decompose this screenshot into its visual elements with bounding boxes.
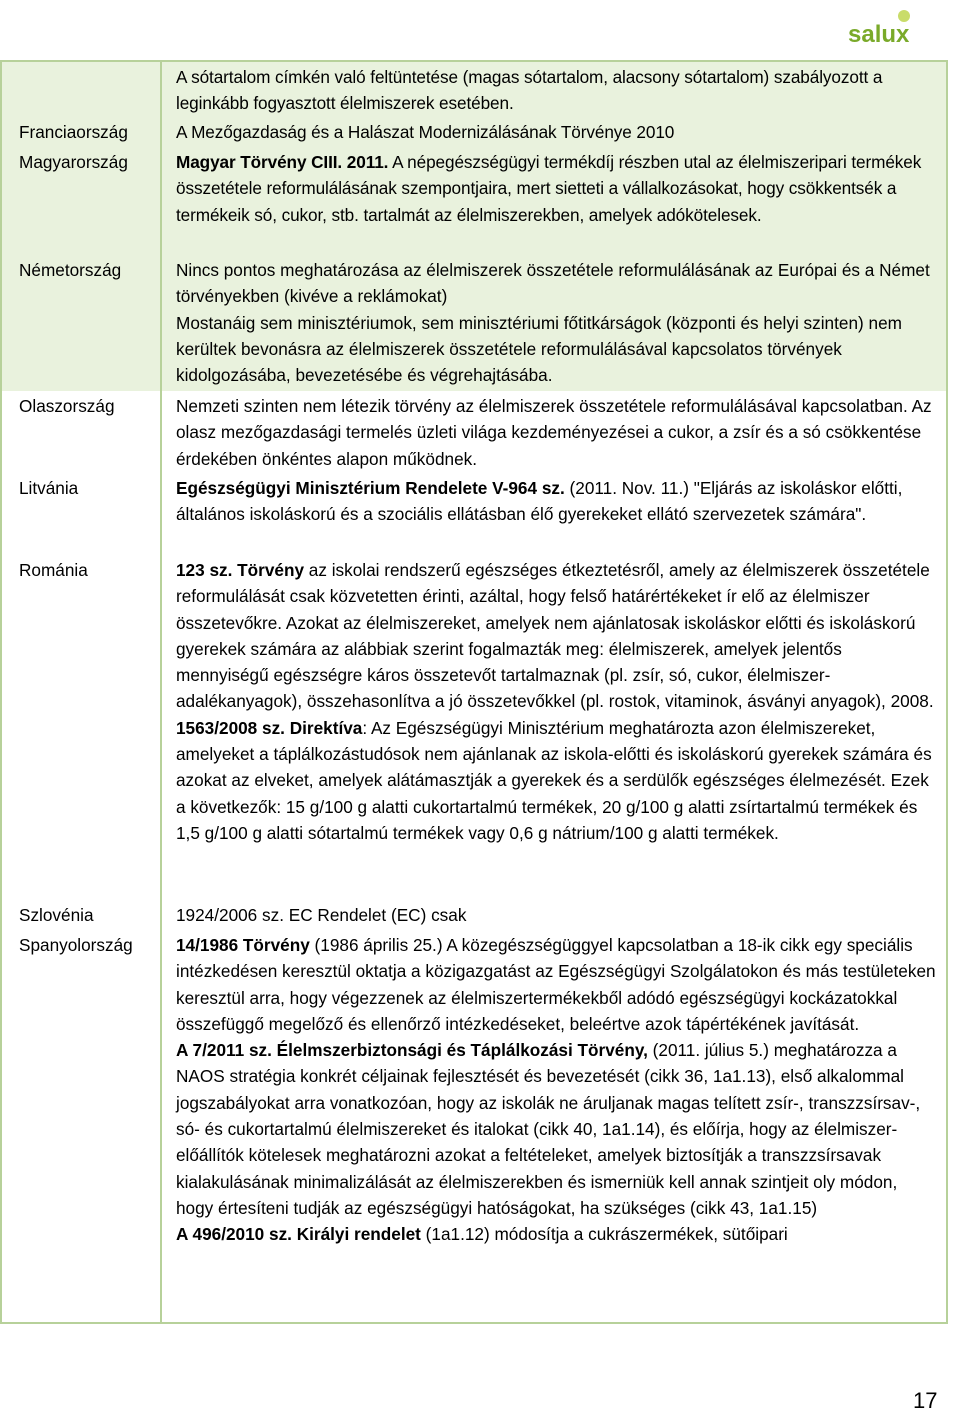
regulation-cell: Nemzeti szinten nem létezik törvény az élelmiszerek összetétele reformulálásával kapcsolatban. Az olasz mezőgazdasági termelés üzleti világa kezdeményezései a cukor, a zsír és a só csökkentése érdekében önkéntes alapon működnek. — [176, 396, 932, 469]
table-row — [0, 900, 948, 930]
regulation-cell: A sótartalom címkén való feltüntetése (magas sótartalom, alacsony sótartalom) szabályozott a leginkább fogyasztott élelmiszerek esetében. — [176, 67, 883, 114]
regulation-cell: 14/1986 Törvény (1986 április 25.) A közegészségüggyel kapcsolatban a 18-ik cikk egy speciális intézkedésen keresztül oktatja a közigazgatást az Egészségügyi Szolgálatokon és más testületeken keresztül arra, hogy végezzenek az élelmiszertermékekből adódó egészségügyi kockázatokkal összefüggő megelőző és ellenőrző intézkedéseket, beleértve azok tápértékének javítását. A 7/2011 sz. Élelmszerbiztonsági és Táplálkozási Törvény, (2011. július 5.) meghatározza a NAOS stratégia konkrét céljainak fejlesztését és bevezetését (cikk 36, 1a1.13), első alkalommal jogszabályokat arra vonatkozóan, hogy az iskolák ne árul​janak magas telített zsír-, transzzsírsav-, só- és cukortartalmú élelmiszereket és italokat (cikk 40, 1a1.14), és előírja, hogy az élelmiszer-előállítók kötelesek meghatározni azokat a feltételeket, amelyek biztosítják a transzzsírsavak kialakulásának minimalizálását az élelmiszerekben és ismerniük kell annak szintjeit oly módon, hogy értesíteni tudják az egészségügyi hatóságokat, ha szükséges (cikk 43, 1a1.15) A 496/2010 sz. Királyi rendelet (1a1.12) módosítja a cukrászermékek, sütőipari — [176, 935, 936, 1245]
regulation-cell: 1924/2006 sz. EC Rendelet (EC) csak — [176, 905, 467, 925]
table-row — [0, 473, 948, 555]
svg-text:salux: salux — [848, 21, 910, 48]
table-row — [0, 117, 948, 147]
table-row — [0, 555, 948, 900]
country-cell — [2, 62, 162, 117]
country-cell: Románia — [2, 555, 162, 900]
regulation-cell: A Mezőgazdaság és a Halászat Modernizálásának Törvénye 2010 — [176, 122, 675, 142]
table-row — [0, 255, 948, 391]
page-number: 17 — [913, 1388, 938, 1413]
country-cell: Spanyolország — [2, 930, 162, 1322]
country-regulation-table — [0, 60, 948, 1324]
country-cell: Franciaország — [2, 117, 162, 147]
salux-logo — [838, 8, 922, 50]
table-row — [0, 391, 948, 473]
regulation-cell: 123 sz. Törvény az iskolai rendszerű egészséges étkeztetésről, amely az élelmiszerek összetétele reformulálását csak közvetetten érinti, azáltal, hogy felső határértékeket ír elő az élelmiszer összetevőkre. Azokat az élelmiszereket, amelyek nem ajánlatosak iskoláskor előtti és iskoláskorú gyerekek számára az alábbiak szerint fogalmazták meg: élelmiszerek, amelyek jelentős mennyiségű egészségre káros összetevőt tartalmaznak (pl. zsír, só, cukor, élelmiszer-adalékanyagok), összehasonlítva a jó összetevőkkel (pl. rostok, vitaminok, ásványi anyagok), 2008. 1563/2008 sz. Direktíva: Az Egészségügyi Minisztérium meghatározta azon élelmiszereket, amelyeket a tápl​álkozástudósok nem ajánlanak az iskola-előtti és iskoláskorú gyerekek számára és azokat az elveket, amelyek alátámasztják a gyerekek és a serdülők egészséges élelmezését. Ezek a következők: 15 g/100 g alatti cukortartalmú termékek, 20 g/100 g alatti zsírtartalmú termékek és 1,5 g/100 g alatti sótartalmú termékek vagy 0,6 g nátrium/100 g alatti termékek. — [176, 560, 934, 843]
country-cell: Szlovénia — [2, 900, 162, 930]
country-cell: Litvánia — [2, 473, 162, 555]
country-cell: Németország — [2, 255, 162, 391]
table-row — [0, 930, 948, 1324]
regulation-cell: Magyar Törvény CIII. 2011. A népegészségügyi termékdíj részben utal az élelmiszeripari termékek összetétele reformulálásának szempontjaira, mert sietteti a vállalkozásokat, hogy csökkentsék a termékeik só, cukor, stb. tartalmát az élelmiszerekben, amelyek adókötelesek. — [176, 152, 922, 225]
country-cell: Magyarország — [2, 147, 162, 255]
regulation-cell: Egészségügyi Minisztérium Rendelete V-964 sz. (2011. Nov. 11.) "Eljárás az iskoláskor előtti, általános iskoláskorú és a szociális ellátásban élő gyerekeket ellátó szervezetek számára". — [176, 478, 903, 525]
country-cell: Olaszország — [2, 391, 162, 473]
table-row — [0, 60, 948, 117]
regulation-cell: Nincs pontos meghatározása az élelmiszerek összetétele reformulálásának az Európai és a Német törvényekben (kivéve a reklámokat) Mostanáig sem minisztériumok, sem minisztériumi főtitkárságok (központi és helyi szinten) nem kerültek bevonásra az élelmiszerek összetétele reformulálásával kapcsolatos törvények kidolgozásába, bevezetésébe és végrehajtásába. — [176, 260, 930, 386]
table-row — [0, 147, 948, 255]
